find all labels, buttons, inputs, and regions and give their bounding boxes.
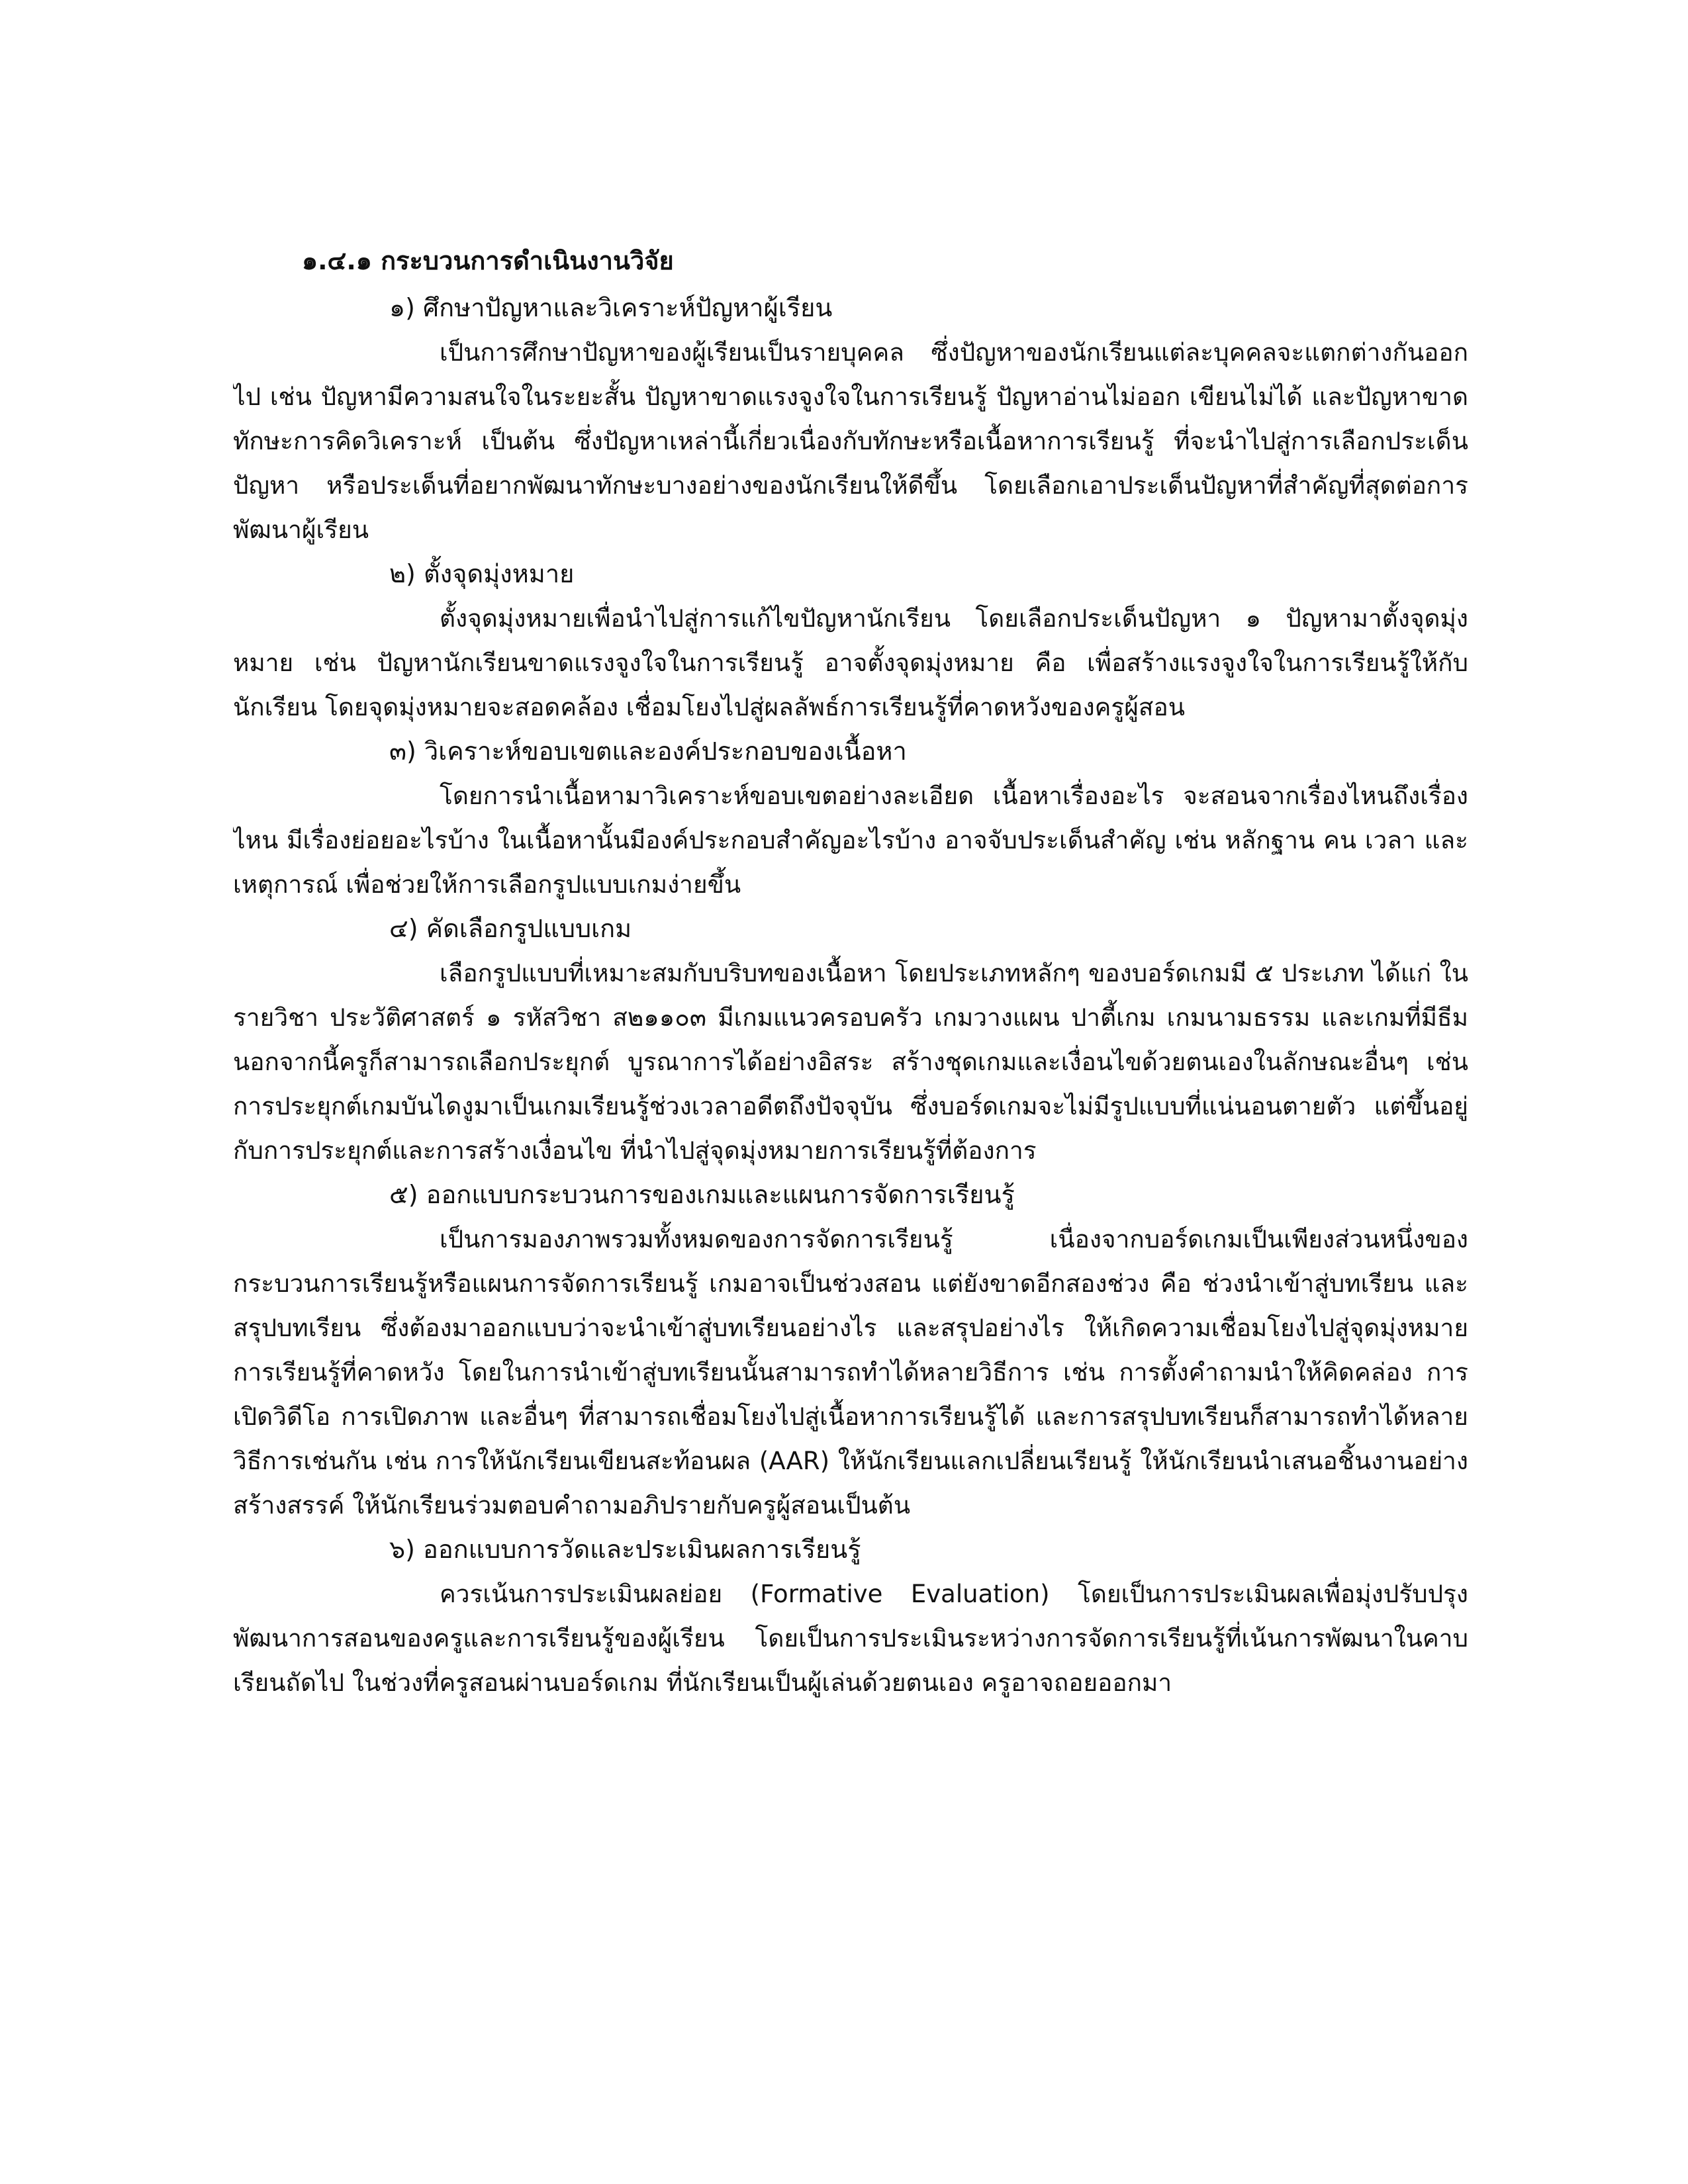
subsection-paragraph: ตั้งจุดมุ่งหมายเพื่อนำไปสู่การแก้ไขปัญหานักเรียน โดยเลือกประเด็นปัญหา ๑ ปัญหามาตั้งจุดมุ่งหมาย เช่น ปัญหานักเรียนขาดแรงจูงใจในการเรียนรู้ อาจตั้งจุดมุ่งหมาย คือ เพื่อสร้างแรงจูงใจในการเรียนรู้ให้กับนักเรียน โดยจุดมุ่งหมายจะสอดคล้อง เชื่อมโยงไปสู่ผลลัพธ์การเรียนรู้ที่คาดหวังของครูผู้สอน <box>233 604 1468 721</box>
subsection-6 <box>233 1527 1468 1705</box>
section-title: ๑.๔.๑ กระบวนการดำเนินงานวิจัย <box>302 246 674 275</box>
subsection-3 <box>233 729 1468 907</box>
subsection-2 <box>233 552 1468 729</box>
subsection-paragraph: เลือกรูปแบบที่เหมาะสมกับบริบทของเนื้อหา โดยประเภทหลักๆ ของบอร์ดเกมมี ๕ ประเภท ได้แก่ ในรายวิชา ประวัติศาสตร์ ๑ รหัสวิชา ส๒๑๑๐๓ มีเกมแนวครอบครัว เกมวางแผน ปาตี้เกม เกมนามธรรม และเกมที่มีธีม นอกจากนี้ครูก็สามารถเลือกประยุกต์ บูรณาการได้อย่างอิสระ สร้างชุดเกมและเงื่อนไขด้วยตนเองในลักษณะอื่นๆ เช่น การประยุกต์เกมบันไดงูมาเป็นเกมเรียนรู้ช่วงเวลาอดีตถึงปัจจุบัน ซึ่งบอร์ดเกมจะไม่มีรูปแบบที่แน่นอนตายตัว แต่ขึ้นอยู่กับการประยุกต์และการสร้างเงื่อนไข ที่นำไปสู่จุดมุ่งหมายการเรียนรู้ที่ต้องการ <box>233 959 1468 1165</box>
subsection-heading: ๖) ออกแบบการวัดและประเมินผลการเรียนรู้ <box>389 1535 861 1564</box>
subsection-paragraph: โดยการนำเนื้อหามาวิเคราะห์ขอบเขตอย่างละเอียด เนื้อหาเรื่องอะไร จะสอนจากเรื่องไหนถึงเรื่องไหน มีเรื่องย่อยอะไรบ้าง ในเนื้อหานั้นมีองค์ประกอบสำคัญอะไรบ้าง อาจจับประเด็นสำคัญ เช่น หลักฐาน คน เวลา และเหตุการณ์ เพื่อช่วยให้การเลือกรูปแบบเกมง่ายขึ้น <box>233 782 1468 899</box>
subsection-heading: ๕) ออกแบบกระบวนการของเกมและแผนการจัดการเรียนรู้ <box>389 1180 1015 1209</box>
subsection-paragraph: ควรเน้นการประเมินผลย่อย (Formative Evaluation) โดยเป็นการประเมินผลเพื่อมุ่งปรับปรุงพัฒนาการสอนของครูและการเรียนรู้ของผู้เรียน โดยเป็นการประเมินระหว่างการจัดการเรียนรู้ที่เน้นการพัฒนาในคาบเรียนถัดไป ในช่วงที่ครูสอนผ่านบอร์ดเกม ที่นักเรียนเป็นผู้เล่นด้วยตนเอง ครูอาจถอยออกมา <box>233 1580 1468 1697</box>
subsection-heading: ๑) ศึกษาปัญหาและวิเคราะห์ปัญหาผู้เรียน <box>389 293 833 322</box>
subsection-heading: ๒) ตั้งจุดมุ่งหมาย <box>389 559 575 588</box>
subsection-5 <box>233 1173 1468 1527</box>
subsection-4 <box>233 907 1468 1173</box>
subsection-paragraph: เป็นการมองภาพรวมทั้งหมดของการจัดการเรียนรู้ เนื่องจากบอร์ดเกมเป็นเพียงส่วนหนึ่งของกระบวนการเรียนรู้หรือแผนการจัดการเรียนรู้ เกมอาจเป็นช่วงสอน แต่ยังขาดอีกสองช่วง คือ ช่วงนำเข้าสู่บทเรียน และสรุปบทเรียน ซึ่งต้องมาออกแบบว่าจะนำเข้าสู่บทเรียนอย่างไร และสรุปอย่างไร ให้เกิดความเชื่อมโยงไปสู่จุดมุ่งหมายการเรียนรู้ที่คาดหวัง โดยในการนำเข้าสู่บทเรียนนั้นสามารถทำได้หลายวิธีการ เช่น การตั้งคำถามนำให้คิดคล่อง การเปิดวิดีโอ การเปิดภาพ และอื่นๆ ที่สามารถเชื่อมโยงไปสู่เนื้อหาการเรียนรู้ได้ และการสรุปบทเรียนก็สามารถทำได้หลายวิธีการเช่นกัน เช่น การให้นักเรียนเขียนสะท้อนผล (AAR) ให้นักเรียนแลกเปลี่ยนเรียนรู้ ให้นักเรียนนำเสนอชิ้นงานอย่างสร้างสรรค์ ให้นักเรียนร่วมตอบคำถามอภิปรายกับครูผู้สอนเป็นต้น <box>233 1225 1468 1520</box>
subsection-1 <box>233 286 1468 552</box>
subsection-heading: ๔) คัดเลือกรูปแบบเกม <box>389 914 632 943</box>
subsection-heading: ๓) วิเคราะห์ขอบเขตและองค์ประกอบของเนื้อหา <box>389 737 907 766</box>
document-page <box>233 236 1468 2089</box>
subsection-paragraph: เป็นการศึกษาปัญหาของผู้เรียนเป็นรายบุคคล ซึ่งปัญหาของนักเรียนแต่ละบุคคลจะแตกต่างกันออกไป เช่น ปัญหามีความสนใจในระยะสั้น ปัญหาขาดแรงจูงใจในการเรียนรู้ ปัญหาอ่านไม่ออก เขียนไม่ได้ และปัญหาขาดทักษะการคิดวิเคราะห์ เป็นต้น ซึ่งปัญหาเหล่านี้เกี่ยวเนื่องกับทักษะหรือเนื้อหาการเรียนรู้ ที่จะนำไปสู่การเลือกประเด็นปัญหา หรือประเด็นที่อยากพัฒนาทักษะบางอย่างของนักเรียนให้ดีขึ้น โดยเลือกเอาประเด็นปัญหาที่สำคัญที่สุดต่อการพัฒนาผู้เรียน <box>233 338 1468 544</box>
